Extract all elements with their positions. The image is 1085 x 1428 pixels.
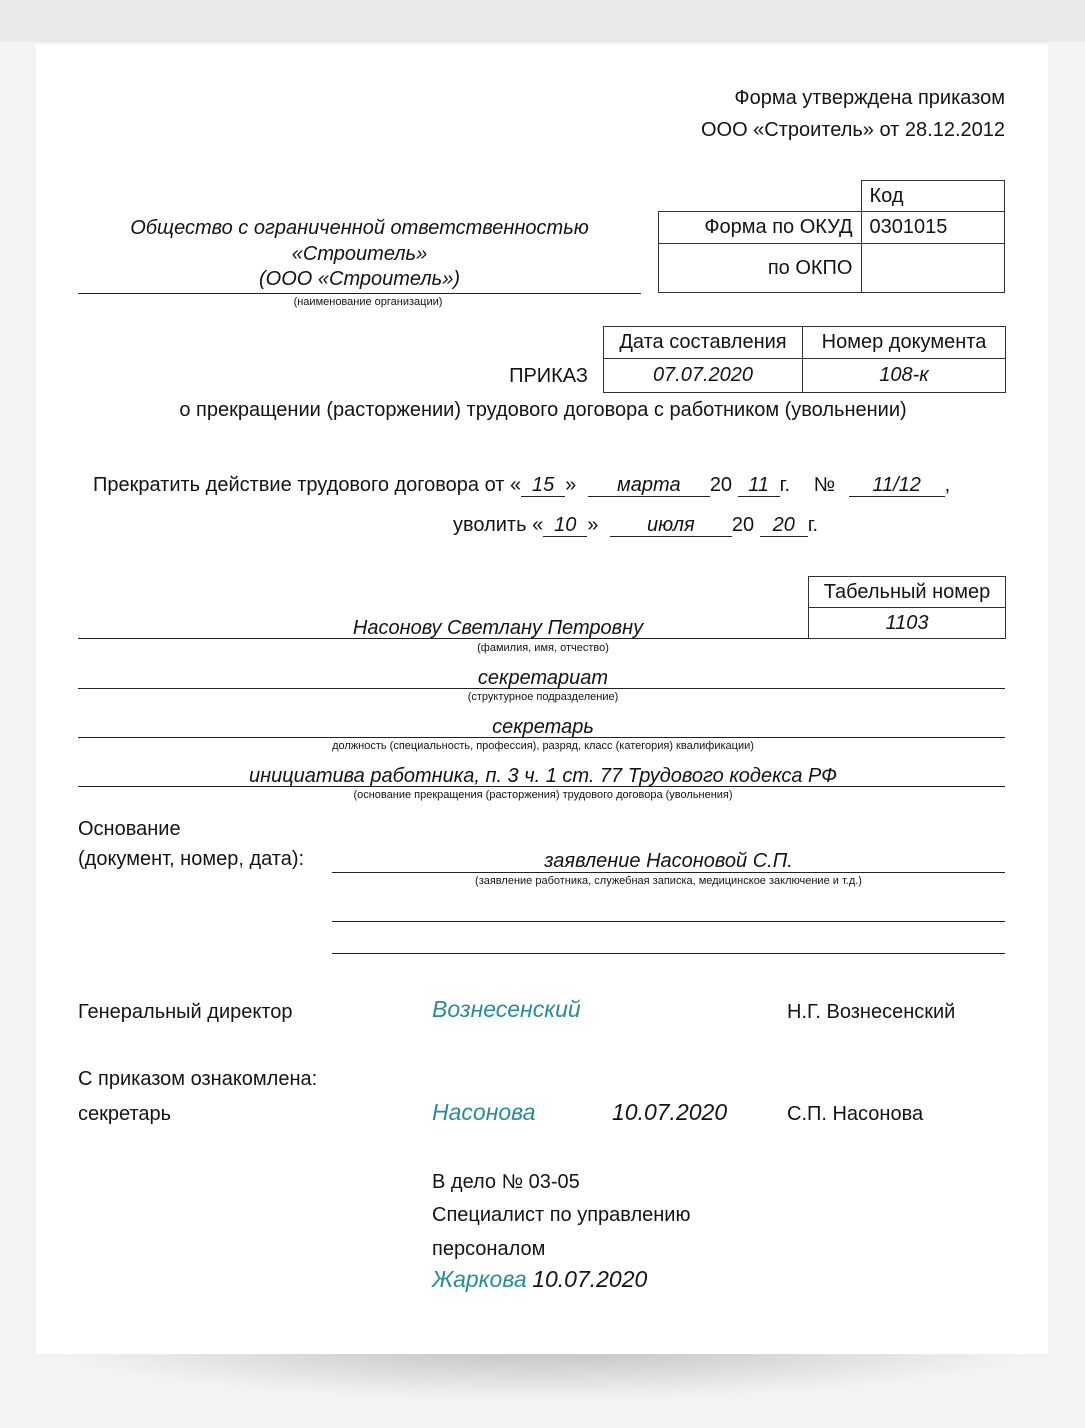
okpo-label: по ОКПО [659, 244, 862, 293]
dismiss-day: 10 [543, 514, 587, 537]
approval-line-2: ООО «Строитель» от 28.12.2012 [700, 119, 1005, 141]
org-name-line-1: Общество с ограниченной ответственностью [130, 217, 589, 239]
terminate-quote-close: » [565, 474, 577, 496]
dismiss-label: уволить [453, 514, 527, 536]
dismiss-century: 20 [731, 514, 755, 536]
employee-name-sign: С.П. Насонова [787, 1103, 924, 1125]
terminate-day: 15 [521, 474, 565, 497]
terminate-month: марта [588, 474, 710, 497]
number-header: Номер документа [803, 327, 1006, 359]
filing-signature: Жаркова [432, 1266, 527, 1292]
filing-line-3: персоналом [432, 1238, 546, 1260]
basis-extra-line-2 [332, 953, 1005, 954]
terminate-century: 20 [709, 474, 733, 496]
employee-name-caption: (фамилия, имя, отчество) [477, 642, 609, 654]
tab-number-header: Табельный номер [809, 577, 1006, 608]
filing-line-1: В дело № 03-05 [432, 1171, 580, 1193]
reason-caption: (основание прекращения (расторжения) трудового договора (увольнения) [353, 789, 733, 801]
filing-date: 10.07.2020 [532, 1266, 648, 1292]
filing-line-2: Специалист по управлению [432, 1204, 691, 1226]
basis-caption: (заявление работника, служебная записка, медицинское заключение и т.д.) [475, 875, 862, 887]
doc-meta-table [603, 326, 1006, 393]
okpo-value [861, 244, 1004, 293]
employee-signature: Насонова [432, 1099, 536, 1125]
dismiss-quote-close: » [587, 514, 599, 536]
basis-underline [332, 872, 1005, 873]
employee-sign-date: 10.07.2020 [612, 1099, 728, 1125]
department-underline [78, 688, 1005, 689]
employee-position-sign: секретарь [78, 1103, 172, 1125]
codes-table [658, 180, 1005, 293]
basis-label-1: Основание [78, 818, 181, 840]
reason-underline [78, 786, 1005, 787]
terminate-number: 11/12 [849, 474, 945, 497]
number-value: 108-к [803, 359, 1006, 393]
terminate-year-suffix: г. [779, 474, 791, 496]
department-caption: (структурное подразделение) [467, 691, 619, 703]
terminate-line [93, 473, 950, 497]
dismiss-month: июля [610, 514, 732, 537]
background-band [0, 0, 1085, 42]
terminate-year: 11 [738, 474, 780, 497]
terminate-comma: , [944, 474, 951, 496]
ack-label: С приказом ознакомлена: [78, 1068, 318, 1090]
terminate-number-sign: № [813, 474, 836, 496]
employee-name: Насонову Светлану Петровну [352, 617, 644, 639]
department: секретариат [477, 667, 609, 689]
order-title: ПРИКАЗ [509, 365, 588, 387]
dismiss-year-suffix: г. [807, 514, 819, 536]
basis-extra-line-1 [332, 921, 1005, 922]
terminate-label: Прекратить действие трудового договора от [93, 474, 505, 496]
okud-label: Форма по ОКУД [659, 212, 862, 244]
approval-line-1: Форма утверждена приказом [734, 87, 1005, 109]
filing-signature-line [432, 1267, 647, 1293]
dismiss-line [453, 513, 818, 537]
dismissal-reason: инициатива работника, п. 3 ч. 1 ст. 77 Трудового кодекса РФ [248, 765, 838, 787]
okud-value: 0301015 [861, 212, 1004, 244]
dismiss-year: 20 [760, 514, 808, 537]
date-value: 07.07.2020 [604, 359, 803, 393]
order-subtitle: о прекращении (расторжении) трудового договора с работником (увольнении) [179, 399, 907, 421]
basis-value: заявление Насоновой С.П. [544, 850, 793, 872]
director-title: Генеральный директор [78, 1001, 293, 1023]
position-caption: должность (специальность, профессия), разряд, класс (категория) квалификации) [332, 740, 754, 752]
position-underline [78, 737, 1005, 738]
org-name-line-3: (ООО «Строитель») [259, 268, 460, 290]
dismiss-quote-open: « [532, 514, 544, 536]
org-name-line-2: «Строитель» [291, 243, 428, 265]
date-header: Дата составления [604, 327, 803, 359]
director-name: Н.Г. Вознесенский [787, 1001, 956, 1023]
basis-label-2: (документ, номер, дата): [78, 848, 305, 870]
org-name-caption: (наименование организации) [293, 296, 443, 308]
employee-name-underline [78, 638, 808, 639]
codes-empty-cell [659, 181, 862, 212]
document-page [36, 44, 1048, 1354]
org-name-underline [78, 293, 641, 294]
position: секретарь [492, 716, 594, 738]
director-signature: Вознесенский [432, 996, 581, 1022]
codes-header: Код [861, 181, 1004, 212]
tab-number-value: 1103 [809, 608, 1006, 639]
terminate-quote-open: « [510, 474, 522, 496]
